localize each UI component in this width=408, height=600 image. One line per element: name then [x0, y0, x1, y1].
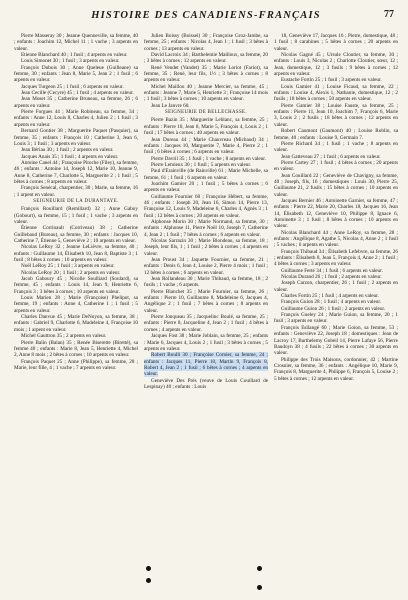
text-columns	[14, 33, 398, 593]
census-entry: Pierre Richard 34 ; 1 fusil ; 1 vache ; 8 arpents en valeur.	[274, 140, 398, 154]
text-column-right	[274, 33, 398, 593]
census-entry: Nicolas Sarrazin 30 ; Marie Blondeau, sa femme, 18 ; Joseph, leur fils, 1 ; 1 fusil ; 2 bêtes à cornes ; 4 arpents en valeur.	[144, 238, 268, 257]
census-entry: Charles Fortin 25 ; 1 fusil ; 4 arpents en valeur.	[281, 293, 379, 300]
highlighted-text: Robert Boulli 30 ; Françoise Cornier, sa femme, 24 ; enfants : Jacques 11, Pierre 10, Martin 9, François 8, Robert 4, Jean 2 ; 1 fusil ; 6 bêtes à cornes ; 4 arpents en valeur.	[144, 352, 268, 378]
census-entry: Nicolas Gagné 45 ; Ursule Cloutier, sa femme, 30 ; enfants : Louis 3, Nicolas 2 ; Charlotte Cloutier, sœur, 12 ; Jean, domestique, 12 ; 3 fusils ; 9 bêtes à cornes ; 12 arpents en valeur.	[274, 52, 398, 78]
census-entry: Robert Caumont (Gaumont) 40 ; Louise Roblin, sa femme, 40 ; enfants : Louise 9, Germain 7.	[274, 128, 398, 141]
census-entry: Guillaume Fournier 60 ; Françoise Hébert, sa femme, 46 ; enfants : Joseph 20, Jean 16, Simon 14, Pierre 13, Françoise 12, Louis 9, Madeleine 6, Charles 4, Agnès 3 ; 1 fusil ; 12 bêtes à cornes ; 20 arpents en valeur.	[144, 193, 268, 219]
census-entry: Jean Le Janvre 60.	[151, 102, 190, 109]
census-entry: Noël LeRoy 25 ; 1 fusil ; 3 arpents en valeur.	[21, 263, 115, 270]
census-entry: Louis Marien 28 ; Marie (Françoise) Phelipot, sa femme, 19 ; enfants : Anne 4, Catherine 1 ; 1 fusil ; 5 arpents en valeur.	[14, 295, 138, 314]
census-entry: François Guion 28 ; 1 fusil ; 4 arpents en valeur.	[281, 299, 382, 306]
census-entry: Pierre Jonqueau 35 ; Jacquelinc Boulé, sa femme, 25 ; enfants : Pierre 8, Jacqueline 4, Jean 2 ; 1 fusil ; 4 bêtes à cornes ; 4 arpents en valeur.	[144, 314, 268, 333]
census-entry: Étienne Corrinault (Corriveau) 38 ; Catherine Guillebaud (Bureau), sa femme, 30 ; enfants : Jacques 10, Catherine 7, Étienne 5, Geneviève 2 ; 10 arpents en valeur.	[14, 225, 138, 244]
census-entry: Michel Gauttron 35 ; 2 arpents en valeur.	[21, 333, 107, 340]
bullet-marker	[146, 566, 151, 571]
census-entry: Nicolas Blanchard 44 ; Anne LeRoy, sa femme, 28 ; enfants : Angélique 8, Agathe 5, Nicolas 4, Anne 2 ; 1 fusil ; 5 vaches ; 6 arpents en valeur.	[274, 229, 398, 249]
census-entry: Pierre Blanchet 35 ; Marie Fournier, sa femme, 26 ; enfants : Pierre 10, Guillaume 8, Madeleine 6, Jacques 4, Angélique 2 ; 1 fusil ; 7 bêtes à cornes ; 8 arpents en valeur.	[144, 288, 268, 314]
census-entry: Louis Gamier 41 ; Louise Ficaud, sa femme, 22 ; enfants : Louise 4, Alexis 1, Nathanie, domestique, 12 ; 2 fusils ; 18 bêtes à cornes ; 50 arpents en valeur.	[274, 83, 398, 103]
census-entry: Pierre Balin (Balan) 35 ; Renée Biserette (Biretté), sa femme 40 ; enfants : Marie 8, Jean 5, Henriette 4, Michel 2, Anne 8 mois ; 2 bêtes à cornes ; 10 arpents en valeur.	[14, 339, 138, 359]
census-entry: Jacques Turgeon 25 ; 1 fusil ; 6 arpents en valeur.	[21, 83, 124, 90]
bullet-marker	[146, 578, 151, 583]
census-entry: Louis Simonet 30 ; 1 fusil ; 3 arpents en valeur.	[21, 58, 120, 65]
bullet-marker	[257, 585, 262, 590]
census-entry: Joachim Gamier 20 ; 1 fusil ; 5 bêtes à cornes ; 6 arpents en valeur.	[144, 180, 268, 194]
running-title: HISTOIRE DES CANADIENS-FRANÇAIS	[91, 10, 321, 21]
census-entry: Pierre Cartey 27 ; 1 fusil ; 4 bêtes à cornes ; 20 arpents en valeur.	[274, 159, 398, 173]
census-entry: Pierre Gamier 38 ; Louise Fauste, sa femme, 25 ; enfants : Pierre 11, Jean 10, Joachim 7, François 6, Marie 3, Louis 2 ; 2 fusils ; 18 bêtes à cornes ; 12 arpents en valeur.	[274, 102, 398, 128]
census-entry: René Vendet (Vandet) 35 ; Marie Loriot (Fariot), sa femme, 35 ; René, leur fils, 1½ ; 3 bêtes à cornes ; 8 arpents en valeur.	[144, 64, 268, 84]
census-entry: Nicolas LeRoy 32 ; Jeanne LeLièvre, sa femme, 40 ; enfants : Guillaume 14, Élisabeth 10, Jean 8, Baptiste 3 ; 1 fusil ; 8 bêtes à cornes ; 10 arpents en valeur.	[14, 244, 138, 264]
census-entry: Pierre Lemieux 30 ; 1 fusil ; 5 arpents en valeur.	[151, 161, 252, 168]
census-entry: Antoine Canel 44 ; Françoise Pitoche (Filey), sa femme, 46 ; enfants : Antoine 14, Joseph 12, Marie 10, Jeanne 9, Anne 8, Catherine 7, Charlotte 5, Marguerite 2 ; 1 fusil ; 5 bêtes à cornes ; 8 arpents en valeur.	[14, 159, 138, 185]
census-entry: Jean Moset 35 ; Catherine Bruneau, sa femme, 26 ; 6 arpents en valeur.	[14, 96, 138, 109]
census-entry: Jacob Gaboury 45 ; Nicolle Soulliard (Soulard), sa femme, 45 ; enfants : Louis 14, Jean 9, Henriette 6, François 3 ; 3 bêtes à cornes ; 10 arpents en valeur.	[14, 276, 138, 295]
census-entry: François Esllangé 60 ; Marie Goion, sa femme, 53 ; enfants : Geneviève 22, Joseph 18 ; domestiques : Jean de Lacroy 17, Barthelemy Gobeil 14, Pierre Lafaye 56, Pierre Baudoyn 38 ; 4 fusils ; 22 bêtes à cornes ; 30 arpents en valeur.	[274, 324, 398, 357]
census-entry: Pierre Bazin 35 ; Marguerite Leblanc, sa femme, 25 ; enfants : Pierre 10, Jean 8, Marie 5, François 4, Louis 2 ; 1 fusil ; 17 bêtes à cornes ; 40 arpents en valeur.	[144, 117, 268, 137]
census-entry: Jacques Fost 38 ; Marie Joblain, sa femme, 25 ; enfants : Marie 6, Jacques 4, Louis 2 ; 1 fusil ; 3 bêtes à cornes ; 5 arpents en valeur.	[144, 333, 268, 352]
census-entry: Nicolas LeRoy 20 ; 1 fusil ; 2 arpents en valeur.	[21, 269, 121, 276]
page-header	[18, 8, 394, 34]
census-entry: François Dubois 30 ; Anne Queleue (Guilleane) sa femme, 30 ; enfants : Jean 8, Marie 5, Jean 2 ; 1 fusil ; 6 arpents en valeur.	[14, 64, 138, 84]
census-entry: Pierre Forgues 44 ; Marie Robineau, sa femme, 34 ; enfants : Anne 12, Louis 8, Charles 4, Julien 2 ; 1 fusil ; 3 arpents en valeur.	[14, 109, 138, 128]
census-entry: Eustache Fortin 25 ; 1 fusil ; 3 arpents en valeur.	[281, 77, 382, 84]
bullet-marker	[257, 566, 262, 571]
text-column-middle	[144, 33, 268, 593]
census-entry: Guillaume Guion 26 ; 1 fusil ; 2 arpents en valeur.	[281, 305, 386, 312]
census-entry: David Lacroix 34 ; Barthelemie Mailloux, sa femme, 20 ; 3 bêtes à cornes ; 12 arpents en valeur.	[144, 52, 268, 65]
census-entry: Charles Danvue 45 ; Marie DeNoyon, sa femme, 38 ; enfants : Gabriel 9, Charlotte 6, Madeleine 4, Françoise 10 mois ; 1 arpent en valeur.	[14, 314, 138, 333]
census-entry	[144, 352, 268, 377]
census-entry: Jean Cecille (Cecyre) 45 ; 1 fusil ; 4 arpents en valeur.	[21, 90, 134, 97]
page-number: 77	[384, 9, 394, 20]
census-entry: Jean Proust 34 ; Jaquette Fournier, sa femme, 21 ; enfants : Denis 6, Jean 4, Louise 2, Pierre 4 mois ; 1 fusil ; 12 bêtes à cornes ; 6 arpents en valeur.	[144, 257, 268, 276]
census-entry: Etienne Blanchard 40 ; 1 fusil ; 4 arpents en valeur.	[21, 52, 128, 59]
census-entry: Nicolas Durand 26 ; 1 fusil ; 2 arpents en valeur.	[281, 274, 382, 281]
census-entry: Julien Boissy (Boissel) 30 ; Françoise Groz-Jambe, sa femme, 25 ; enfants : Nicolas 4, Jean 1 ; 1 fusil ; 3 bêtes à cornes ; 13 arpents en valeur.	[144, 33, 268, 52]
census-entry: Jean Gatteveau 27 ; 1 fusil ; 6 arpents en valeur.	[281, 153, 381, 160]
census-entry: Jean Couillard 22 ; Geneviève de Chavigny, sa femme, 40 ; Joseph, fils, 16 ; domestiques : Louis 30, Pierre 25, Guillaume 21, 2 fusils ; 15 bêtes à cornes ; 10 arpents en valeur.	[274, 172, 398, 198]
census-entry: Jean Bériau 30 ; 1 fusil ; 2 arpents en valeur.	[21, 147, 114, 154]
census-entry: Philippe des Trois Maisons, cordonnier, 42 ; Martine Crosnier, sa femme, 36 ; enfants : Angélique 10, Marie 9, François 8, Marguerite 4, Philippe 6, François 5, Louise 2 ; 5 bêtes à cornes ; 12 arpents en valeur.	[274, 356, 398, 382]
census-entry: François Senécal, charpentier, 30 ; Marie, sa femme, 16 ; 1 arpent en valeur.	[14, 185, 138, 198]
census-entry: Jean Dureau 44 ; Marie Chauvreau (Michaud) 34 ; enfants : Jacques 10, Marguerite 7, Marie 4, Pierre 2 ; 1 fusil ; 6 bêtes à cornes ; 6 arpents en valeur.	[144, 136, 268, 156]
census-entry: Jacques Anais 35 ; 1 fusil ; 4 arpents en valeur.	[21, 153, 119, 160]
census-entry: François Paquet 25 ; Anne (Philippe), sa femme, 28 ; Marie, leur fille, 4 ; 1 vache ; 7 arpents en valeur.	[14, 358, 138, 371]
census-entry: François Thibaud 34 ; Élisabeth Lefebvre, sa femme, 26 ; enfants : Élisabeth 8, Jean 5, François 4, Anne 2 ; 1 fusil ; 4 bêtes à cornes ; 3 arpents en valeur.	[274, 248, 398, 268]
census-entry: Pierre Masseray 30 ; Jeanne Quenneville, sa femme, 40 ; enfants : Joachim 12, Michel 11 ; 1 vache ; 3 arpents en valeur.	[14, 33, 138, 52]
census-entry: Pierre Davril 35 ; 1 fusil ; 1 vache ; 8 arpents en valeur.	[151, 155, 266, 162]
census-entry: Jean Rollandeau 30 ; Marie Thibaud, sa femme, 18 ; 2 fusils ; 1 vache ; 6 arpents.	[144, 276, 268, 289]
census-entry: 18, Geneviève 17, Jacques 16 ; Pierre, domestique, 48 ; 1 fusil ; 8 carabines ; 5 bêtes à cornes ; 20 arpents en valeur.	[274, 33, 398, 52]
census-entry: Joseph Carzon, charpentier, 26 ; 1 fusil ; 2 arpents en valeur.	[274, 280, 398, 293]
section-heading: SEIGNEURIE DE BELLECHASSE.	[165, 110, 247, 116]
text-column-left	[14, 33, 138, 593]
census-entry: Guillaume Ferté 34 ; 1 fusil ; 6 arpents en valeur.	[281, 267, 383, 274]
census-entry: Michel Maillou 40 ; Jeanne Mercier, sa femme, 45 ; enfants : Jeanne 7, Marie 5, Henriette 3 ; Françoise 14 mois ; 1 fusil ; 3 bêtes à cornes ; 10 arpents en valeur.	[144, 83, 268, 103]
section-heading: SEIGNEURIE DE LA DURANTAYE.	[33, 198, 119, 204]
census-entry: Alphonse Morin 30 ; Marie Normand, sa femme, 30 ; enfants : Alphonse 11, Pierre Noël 10, Joseph 7, Catherine 4, Jean 2 ; 1 fusil ; 7 bêtes à cornes ; 6 arpents en valeur.	[144, 218, 268, 238]
census-entry: François Rouillard (Remillard) 32 ; Anne Gaboy (Gobourt), sa femme, 15 ; 1 fusil ; 1 vache ; 3 arpents en valeur.	[14, 206, 138, 225]
census-entry: François Gueley 24 ; Marie Guion, sa femme, 20 ; 1 fusil ; 3 arpents en valeur.	[274, 312, 398, 325]
census-entry: Bernard Gontier 38 ; Marguerite Paquet (Pasquier), sa femme, 35 ; enfants : François 10 ; Catherine 3, Jean 6, Louis 3 ; 1 fusil ; 3 arpents en valeur.	[14, 128, 138, 147]
census-entry: Paul d'Erainville (de Rainville) 61 ; Marie Michelle, sa femme, 61 ; 1 fusil ; 6 arpents en valeur.	[144, 168, 268, 181]
census-entry: Geneviève Des Prés (veuve de Louis Couillard de Lespinay) 40 ; enfants : Louis	[144, 377, 268, 390]
census-entry: Jacques Bernier 46 ; Antoinette Garnier, sa femme, 47 ; enfants : Pierre 22, Marie 20, Charles 18, Jacques 16, Jean 14, Élisabeth 12, Geneviève 10, Philippe 8, Ignace 6, Antoinette 3 ; 1 fusil ; 8 bêtes à cornes ; 10 arpents en valeur.	[274, 197, 398, 230]
